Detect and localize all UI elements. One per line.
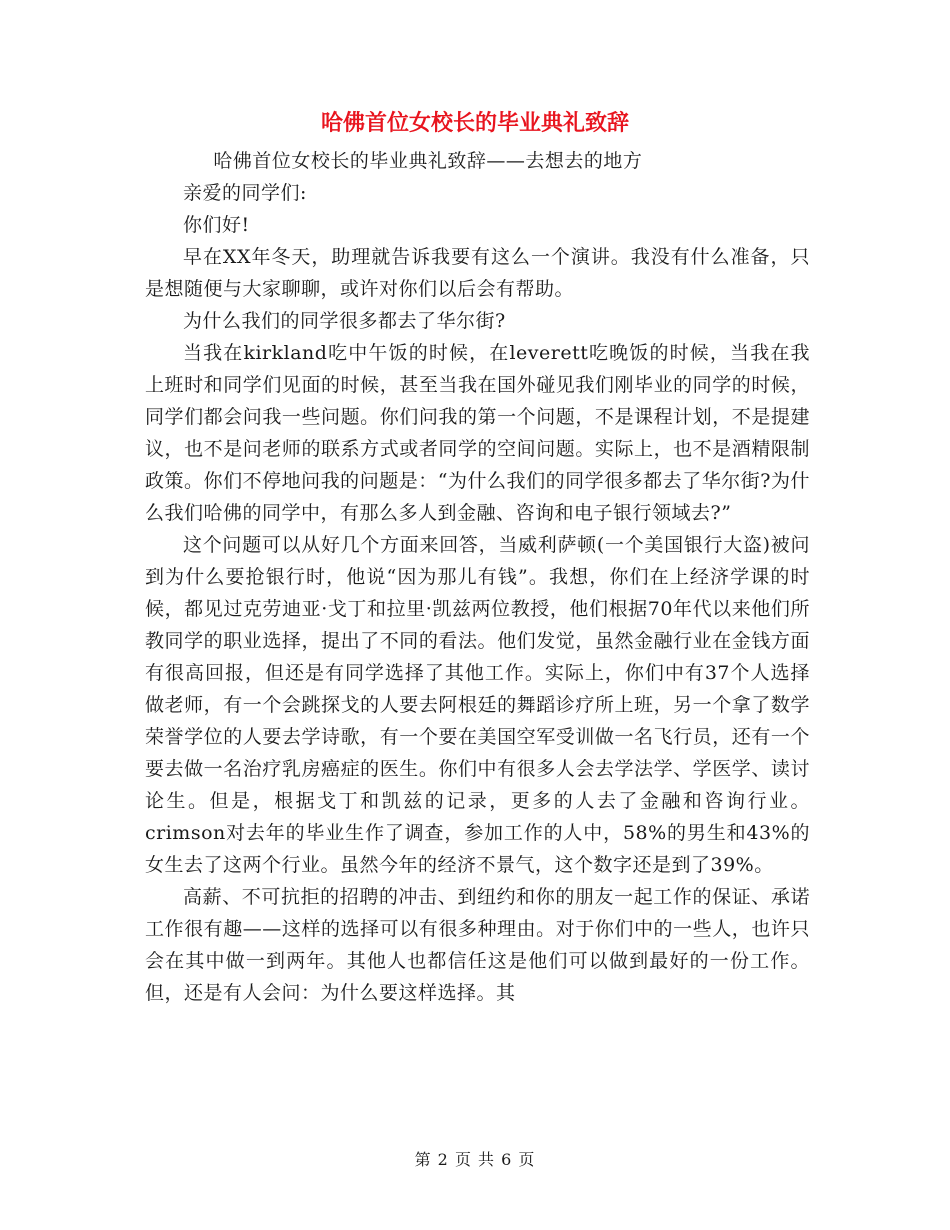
greeting-paragraph: 亲爱的同学们: <box>183 182 307 204</box>
question-paragraph: 为什么我们的同学很多都去了华尔街? <box>183 310 506 332</box>
page-footer: 第 2 页 共 6 页 <box>414 1150 536 1169</box>
body-paragraph: 高薪、不可抗拒的招聘的冲击、到纽约和你的朋友一起工作的保证、承诺工作很有趣——这样的选择可以有很多种理由。对于你们中的一些人，也许只会在其中做一到两年。其他人也都信任这是他们可以做到最好的一份工作。但，还是有人会问：为什么要这样选择。其 <box>145 886 810 1004</box>
subtitle-paragraph: 哈佛首位女校长的毕业典礼致辞——去想去的地方 <box>213 150 643 172</box>
document-title: 哈佛首位女校长的毕业典礼致辞 <box>320 111 629 136</box>
body-paragraph: 当我在kirkland吃中午饭的时候，在leverett吃晚饭的时候，当我在我上班时和同学们见面的时候，甚至当我在国外碰见我们刚毕业的同学的时候，同学们都会问我一些问题。你们问我的第一个问题，不是课程计划，不是提建议，也不是问老师的联系方式或者同学的空间问题。实际上，也不是酒精限制政策。你们不停地问我的问题是：“为什么我们的同学很多都去了华尔街?为什么我们哈佛的同学中，有那么多人到金融、咨询和电子银行领域去?” <box>145 342 810 524</box>
body-paragraph: 早在XX年冬天，助理就告诉我要有这么一个演讲。我没有什么准备，只是想随便与大家聊聊，或许对你们以后会有帮助。 <box>145 246 810 300</box>
document-body <box>145 145 810 1009</box>
body-paragraph: 这个问题可以从好几个方面来回答，当威利萨顿(一个美国银行大盗)被问到为什么要抢银行时，他说“因为那儿有钱”。我想，你们在上经济学课的时候，都见过克劳迪亚·戈丁和拉里·凯兹两位教授，他们根据70年代以来他们所教同学的职业选择，提出了不同的看法。他们发觉，虽然金融行业在金钱方面有很高回报，但还是有同学选择了其他工作。实际上，你们中有37个人选择做老师，有一个会跳探戈的人要去阿根廷的舞蹈诊疗所上班，另一个拿了数学荣誉学位的人要去学诗歌，有一个要在美国空军受训做一名飞行员，还有一个要去做一名治疗乳房癌症的医生。你们中有很多人会去学法学、学医学、读讨论生。但是，根据戈丁和凯兹的记录，更多的人去了金融和咨询行业。crimson对去年的毕业生作了调查，参加工作的人中，58%的男生和43%的女生去了这两个行业。虽然今年的经济不景气，这个数字还是到了39%。 <box>145 534 810 876</box>
hello-paragraph: 你们好! <box>183 214 250 236</box>
